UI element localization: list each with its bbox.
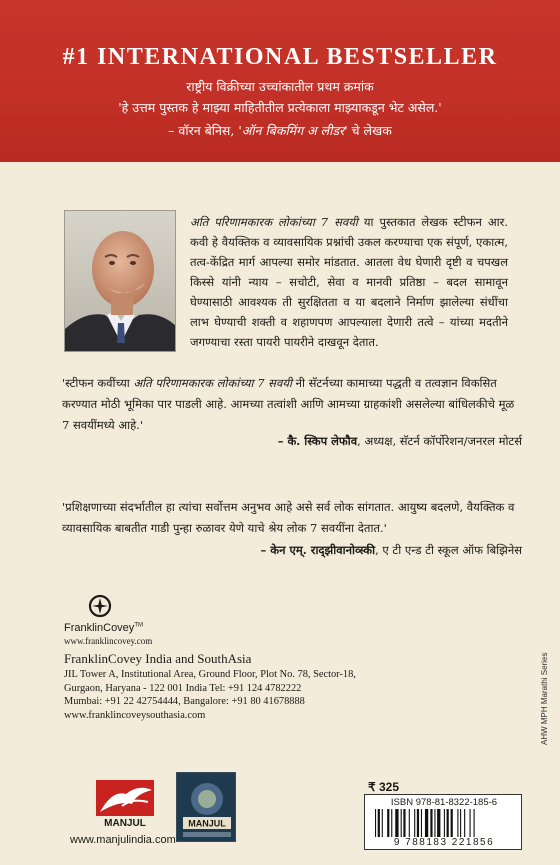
price-label: ₹ 325	[368, 780, 399, 794]
author-photo	[64, 210, 176, 352]
manjul-logo	[92, 776, 158, 828]
book-description	[190, 212, 508, 352]
testimonial-1-book-title: अति परिणामकारक लोकांच्या 7 सवयी	[133, 376, 292, 390]
testimonial-1-attribution	[278, 434, 522, 449]
manjul-hologram-sticker	[176, 772, 236, 842]
testimonial-2-role: , ए टी एन्ड टी स्कूल ऑफ बिझिनेस	[375, 543, 522, 557]
franklincovey-compass-icon	[88, 594, 112, 618]
address-line: Mumbai: +91 22 42754444, Bangalore: +91 80 41678888	[64, 696, 305, 707]
address-line: Gurgaon, Haryana - 122 001 India Tel: +91 124 4782222	[64, 682, 302, 694]
sticker-text: MANJUL	[188, 818, 226, 829]
franklincovey-brand: FranklinCovey™	[64, 622, 143, 634]
testimonial-1-role: , अध्यक्ष, सॅटर्न कॉर्पोरेशन/जनरल मोटर्स	[357, 434, 522, 448]
banner-title: #1 INTERNATIONAL BESTSELLER	[62, 44, 498, 70]
manjul-url: www.manjulindia.com	[70, 834, 176, 846]
address-line: www.franklincoveysouthasia.com	[64, 709, 206, 721]
testimonial-1-author: – कै. स्किप लेफौव	[277, 434, 358, 448]
isbn-text: ISBN 978-81-8322-185-6	[390, 797, 498, 808]
isbn-barcode	[364, 794, 522, 850]
banner-ranking-text: राष्ट्रीय विक्रीच्या उच्चांकातील प्रथम क्रमांक	[186, 79, 374, 94]
banner-book-title: 'ऑन बिकमिंग अ लीडर'	[238, 123, 348, 138]
author-portrait-image	[65, 211, 176, 352]
bestseller-banner	[0, 0, 560, 162]
testimonial-2: 'प्रशिक्षणाच्या संदर्भातील हा त्यांचा सर्वोत्तम अनुभव आहे असे सर्व लोक सांगतात. आयुष्य बदलणे, वैयक्तिक व व्यावसायिक बाबतीत गाडी पुन्हा रुळावर येणे याचे श्रेय लोक 7 सवयींना देतात.'	[62, 500, 515, 535]
barcode-icon	[373, 809, 515, 837]
testimonial-1: 'स्टीफन कवींच्या अति परिणामकारक लोकांच्या 7 सवयी नी सॅटर्नच्या कामाच्या पद्धती व तत्वज्ञान विकसित करण्यात मोठी भूमिका पार पाडली आहे. आमच्या तत्वांशी आणि आमच्या ग्राहकांशी असलेल्या बांधिलकीचे मूळ 7 सवयींमध्ये आहे.'	[62, 376, 515, 432]
testimonial-2-attribution	[261, 543, 522, 558]
ean-digits: 9 788183 221856	[393, 837, 495, 848]
address-line: JIL Tower A, Institutional Area, Ground Floor, Plot No. 78, Sector-18,	[64, 669, 356, 680]
hologram-icon	[177, 773, 236, 842]
book-title-inline: अति परिणामकारक लोकांच्या 7 सवयी	[190, 215, 358, 229]
banner-quote-attribution: – वॉरन बेनिस, 'ऑन बिकमिंग अ लीडर' चे लेखक	[168, 123, 392, 138]
franklincovey-address	[64, 668, 394, 722]
franklincovey-india-name: FranklinCovey India and SouthAsia	[64, 651, 252, 666]
franklincovey-url: www.franklincovey.com	[64, 636, 153, 646]
manjul-logo-text: MANJUL	[104, 818, 146, 828]
banner-quote: 'हे उत्तम पुस्तक हे माझ्या माहितीतील प्रत्येकाला माझ्याकडून भेट असेल.'	[118, 100, 442, 115]
series-code: AHW MPH Marathi Series	[540, 652, 549, 745]
book-description-text: या पुस्तकात लेखक स्टीफन आर. कवी हे वैयक्तिक व व्यावसायिक प्रश्नांची उकल करण्याचा एक संपूर्ण, एकात्म, तत्व-केंद्रित मार्ग आपल्या समोर मांडतात. आतला वेध घेणारी दृष्टी व चपखल किस्से यांनी न्याय – सचोटी, सेवा व मानवी प्रतिष्ठा – बदल सामावून घेण्यासाठी आवश्यक ती सुरक्षितता व या बदलाने निर्माण झालेल्या संधींचा लाभ घेण्याची शक्ती व शहाणपण आपल्याला देणारी तत्वे – यांच्या मदतीने जगण्याचा रस्ता पायरी पायरीने दाखवून देतात.	[190, 215, 509, 349]
testimonial-2-author: – केन एम्. राद्झीवानोव्स्की	[260, 543, 376, 557]
